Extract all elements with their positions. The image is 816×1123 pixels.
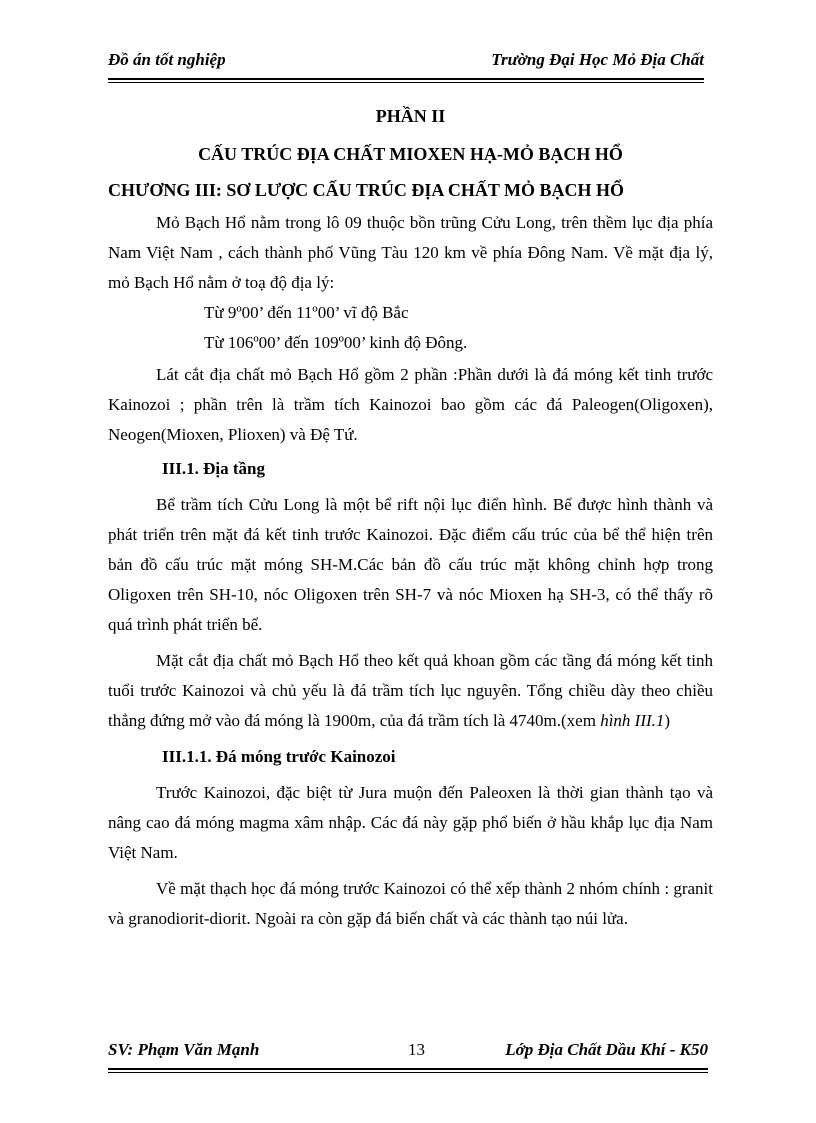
footer-rule	[108, 1068, 708, 1070]
header-rule	[108, 78, 704, 80]
header-rule-thin	[108, 82, 704, 83]
paragraph-basin: Bể trầm tích Cửu Long là một bể rift nội lục điển hình. Bể được hình thành và phát triển trên mặt đá kết tinh trước Kainozoi. Đặc điểm cấu trúc của bể thể hiện trên bản đồ cấu trúc mặt móng SH-M.Các bản đồ cấu trúc mặt không chỉnh hợp trong Oligoxen trên SH-10, nóc Oligoxen trên SH-7 và nóc Mioxen hạ SH-3, có thể thấy rõ quá trình phát triển bể.	[108, 495, 713, 634]
cross-section-end: )	[664, 711, 671, 730]
page-content	[108, 100, 713, 934]
chapter-title: CHƯƠNG III: SƠ LƯỢC CẤU TRÚC ĐỊA CHẤT MỎ BẠCH HỔ	[108, 180, 625, 200]
heading-stratigraphy: III.1. Địa tầng	[162, 459, 265, 478]
footer-student: SV: Phạm Văn Mạnh	[108, 1040, 260, 1059]
paragraph-petrology: Về mặt thạch học đá móng trước Kainozoi có thể xếp thành 2 nhóm chính : granit và granodiorit-diorit. Ngoài ra còn gặp đá biến chất và các thành tạo núi lửa.	[108, 879, 713, 928]
heading-basement: III.1.1. Đá móng trước Kainozoi	[162, 747, 396, 766]
coordinate-latitude: Từ 9º00’ đến 11º00’ vĩ độ Bắc	[204, 303, 409, 322]
coordinate-longitude: Từ 106º00’ đến 109º00’ kinh độ Đông.	[204, 333, 468, 352]
page-number: 13	[408, 1040, 425, 1059]
footer-class: Lớp Địa Chất Dầu Khí - K50	[505, 1040, 708, 1059]
cross-section-text: Mặt cắt địa chất mỏ Bạch Hổ theo kết quả khoan gồm các tầng đá móng kết tinh tuổi trước Kainozoi và chủ yếu là đá trầm tích lục nguyên. Tổng chiều dày theo chiều thẳng đứng mở vào đá móng là 1900m, của đá trầm tích là 4740m.(xem	[108, 651, 713, 730]
part-heading: PHẦN II	[375, 106, 446, 126]
paragraph-location: Mỏ Bạch Hổ nằm trong lô 09 thuộc bồn trũng Cửu Long, trên thềm lục địa phía Nam Việt Nam , cách thành phố Vũng Tàu 120 km về phía Đông Nam. Về mặt địa lý, mỏ Bạch Hổ nằm ở toạ độ địa lý:	[108, 213, 713, 292]
footer-rule-thin	[108, 1072, 708, 1073]
header-left: Đồ án tốt nghiệp	[108, 50, 226, 69]
figure-reference: hình III.1	[600, 711, 665, 730]
paragraph-cross-section	[108, 646, 713, 736]
page-header	[108, 50, 704, 80]
paragraph-basement-formation: Trước Kainozoi, đặc biệt từ Jura muộn đến Paleoxen là thời gian thành tạo và nâng cao đá móng magma xâm nhập. Các đá này gặp phổ biến ở hầu khắp lục địa Nam Việt Nam.	[108, 783, 713, 862]
paragraph-section: Lát cắt địa chất mỏ Bạch Hổ gồm 2 phần :Phần dưới là đá móng kết tinh trước Kainozoi ; phần trên là trầm tích Kainozoi bao gồm các đá Paleogen(Oligoxen), Neogen(Mioxen, Plioxen) và Đệ Tứ.	[108, 365, 713, 444]
header-right: Trường Đại Học Mỏ Địa Chất	[491, 50, 704, 69]
part-title: CẤU TRÚC ĐỊA CHẤT MIOXEN HẠ-MỎ BẠCH HỔ	[198, 144, 623, 164]
page-footer	[108, 1040, 708, 1080]
